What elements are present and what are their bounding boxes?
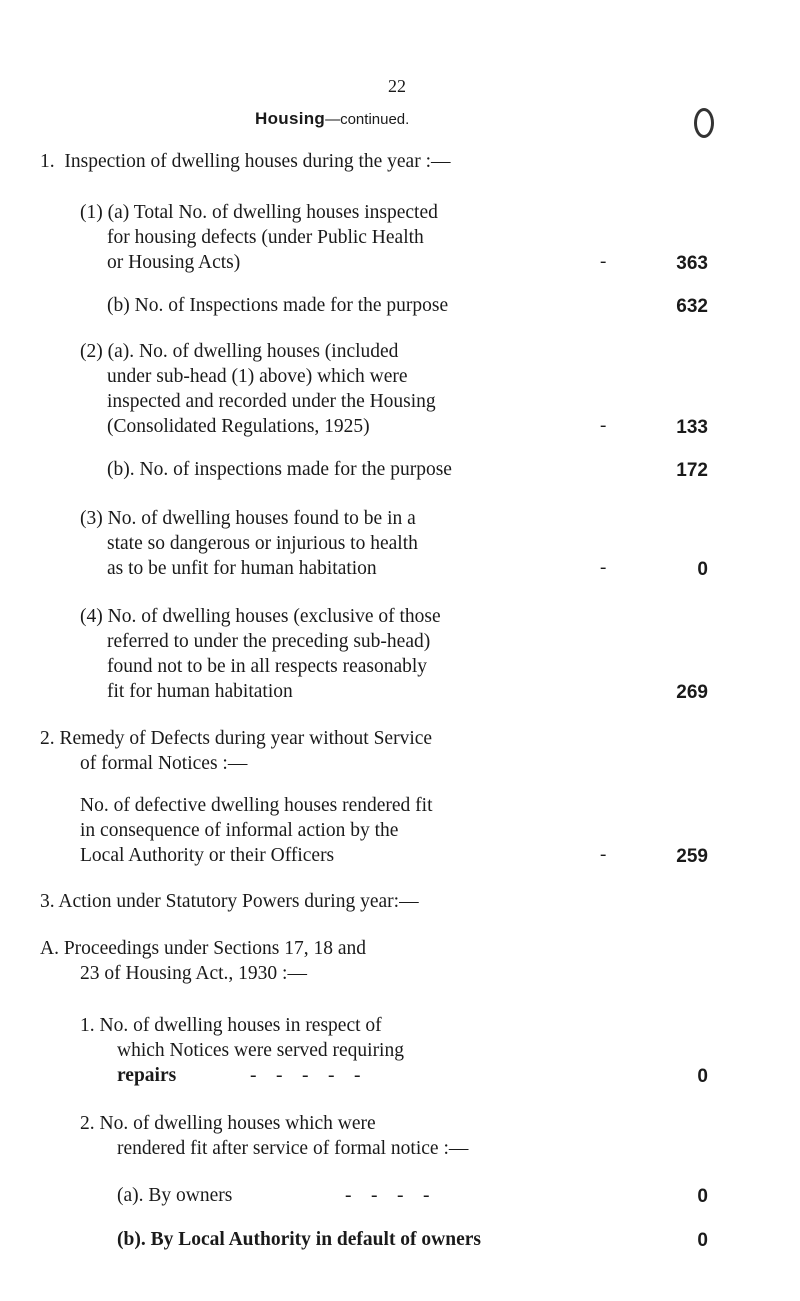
item-3-line3: as to be unfit for human habitation bbox=[107, 558, 377, 579]
heading-title: Housing bbox=[255, 109, 326, 128]
section-2-line3: Local Authority or their Officers bbox=[80, 845, 335, 866]
value-1b: 632 bbox=[676, 296, 708, 317]
a2b-label: (b). By Local Authority in default of owners bbox=[117, 1229, 482, 1250]
value-section-2: 259 bbox=[676, 846, 708, 867]
a1-line3: repairs bbox=[117, 1065, 177, 1086]
item-3-line2: state so dangerous or injurious to health bbox=[107, 533, 418, 554]
a2a-label: (a). By owners bbox=[117, 1185, 233, 1206]
page-number: 22 bbox=[388, 76, 406, 96]
item-1b: (b) No. of Inspections made for the purpose bbox=[107, 295, 449, 316]
item-2a-line3: inspected and recorded under the Housing bbox=[107, 391, 436, 412]
item-1a-line2: for housing defects (under Public Health bbox=[107, 227, 424, 248]
a2-line1: 2. No. of dwelling houses which were bbox=[80, 1113, 376, 1134]
value-1a: 363 bbox=[676, 253, 708, 274]
punch-hole-mark bbox=[694, 108, 714, 138]
leader-dashes: - - - - bbox=[345, 1185, 430, 1206]
item-2a-line1: (2) (a). No. of dwelling houses (included bbox=[80, 341, 399, 362]
section-heading bbox=[255, 109, 409, 129]
leader-dashes: - - - - - bbox=[250, 1065, 361, 1086]
leader-dash: - bbox=[600, 251, 607, 272]
section-2-line1: No. of defective dwelling houses rendered fit bbox=[80, 795, 433, 816]
leader-dash: - bbox=[600, 844, 607, 865]
section-a-title-line2: 23 of Housing Act., 1930 :— bbox=[80, 963, 307, 984]
value-a1: 0 bbox=[697, 1066, 708, 1087]
item-4-line3: found not to be in all respects reasonably bbox=[107, 656, 428, 677]
value-3: 0 bbox=[697, 559, 708, 580]
item-4-line2: referred to under the preceding sub-head) bbox=[107, 631, 431, 652]
leader-dash: - bbox=[600, 557, 607, 578]
section-2-line2: in consequence of informal action by the bbox=[80, 820, 399, 841]
a1-line1: 1. No. of dwelling houses in respect of bbox=[80, 1015, 382, 1036]
a1-line2: which Notices were served requiring bbox=[117, 1040, 404, 1061]
value-2a: 133 bbox=[676, 417, 708, 438]
section-2-title-line2: of formal Notices :— bbox=[80, 753, 248, 774]
section-3-title: 3. Action under Statutory Powers during year:— bbox=[40, 891, 419, 912]
section-2-title-line1: 2. Remedy of Defects during year without Service bbox=[40, 728, 433, 749]
item-4-line4: fit for human habitation bbox=[107, 681, 293, 702]
value-2b: 172 bbox=[676, 460, 708, 481]
section-a-title-line1: A. Proceedings under Sections 17, 18 and bbox=[40, 938, 367, 959]
item-1a-line1: (1) (a) Total No. of dwelling houses inspected bbox=[80, 202, 438, 223]
section-1-title: 1. Inspection of dwelling houses during the year :— bbox=[40, 151, 451, 172]
item-3-line1: (3) No. of dwelling houses found to be in a bbox=[80, 508, 416, 529]
item-2a-line4: (Consolidated Regulations, 1925) bbox=[107, 416, 370, 437]
value-a2b: 0 bbox=[697, 1230, 708, 1251]
heading-suffix: —continued. bbox=[325, 111, 410, 128]
item-4-line1: (4) No. of dwelling houses (exclusive of those bbox=[80, 606, 441, 627]
item-2b: (b). No. of inspections made for the purpose bbox=[107, 459, 452, 480]
value-a2a: 0 bbox=[697, 1186, 708, 1207]
leader-dash: - bbox=[600, 415, 607, 436]
value-4: 269 bbox=[676, 682, 708, 703]
item-2a-line2: under sub-head (1) above) which were bbox=[107, 366, 408, 387]
a2-line2: rendered fit after service of formal notice :— bbox=[117, 1138, 469, 1159]
item-1a-line3: or Housing Acts) bbox=[107, 252, 241, 273]
